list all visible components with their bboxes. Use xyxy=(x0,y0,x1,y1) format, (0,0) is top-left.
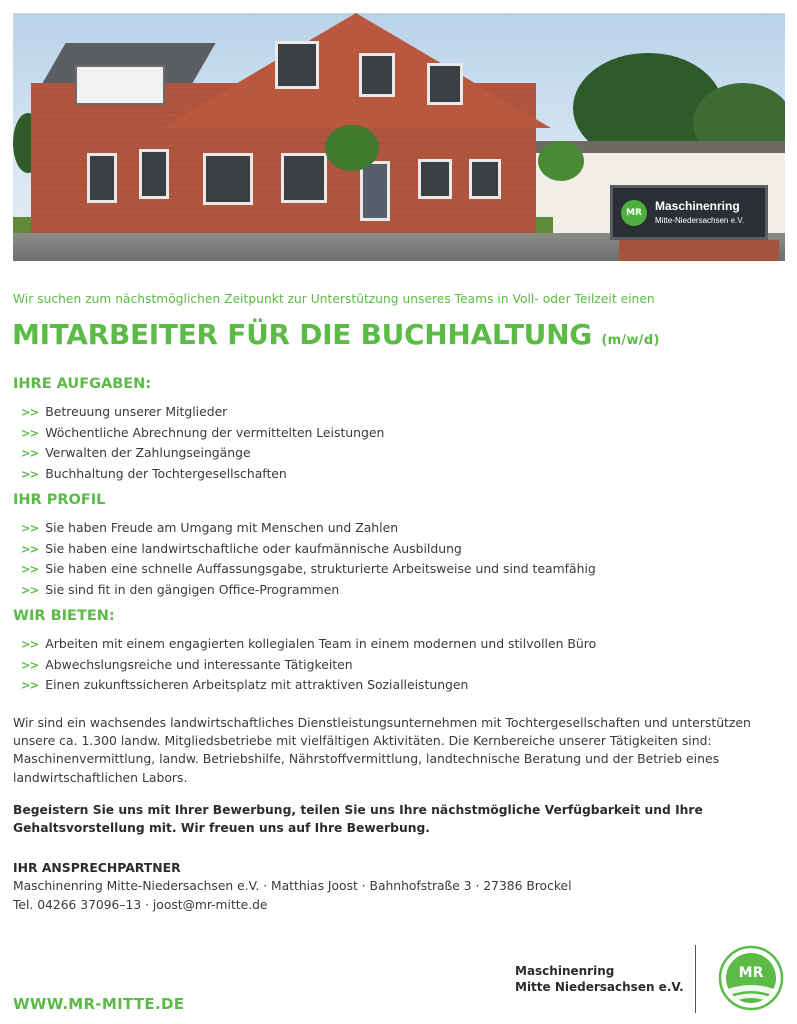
double-chevron-icon: >> xyxy=(21,541,39,556)
list-item: >> Abwechslungsreiche und interessante Tätigkeiten xyxy=(21,656,353,672)
window xyxy=(281,153,327,203)
list-item: >> Einen zukunftssicheren Arbeitsplatz mit attraktiven Sozialleistungen xyxy=(21,677,469,693)
list-item: >> Sie haben eine schnelle Auffassungsgabe, strukturierte Arbeitsweise und sind teamfähig xyxy=(21,561,596,577)
window xyxy=(469,159,501,199)
dormer-windows xyxy=(75,65,165,105)
small-tree xyxy=(538,141,584,181)
double-chevron-icon: >> xyxy=(21,446,39,461)
footer-org-line1: Maschinenring xyxy=(515,964,615,978)
double-chevron-icon: >> xyxy=(21,637,39,651)
contact-phone-email: Tel. 04266 37096–13 · joost@mr-mitte.de xyxy=(13,898,268,912)
list-item: >> Wöchentliche Abrechnung der vermittelten Leistungen xyxy=(21,424,385,440)
list-item: >> Arbeiten mit einem engagierten kollegialen Team in einem modernen und stilvollen Büro xyxy=(21,636,597,651)
list-item: >> Sie haben Freude am Umgang mit Menschen und Zahlen xyxy=(21,520,399,535)
section-heading-offer: WIR BIETEN: xyxy=(13,608,115,624)
small-tree xyxy=(325,125,379,171)
double-chevron-icon: >> xyxy=(21,657,39,672)
window xyxy=(359,53,395,97)
logo-text: MR xyxy=(738,965,764,981)
window xyxy=(427,63,463,105)
window xyxy=(418,159,452,199)
contact-heading: IHR ANSPRECHPARTNER xyxy=(13,860,181,875)
sign-title: Maschinenring xyxy=(655,199,740,213)
company-description: Wir sind ein wachsendes landwirtschaftliches Dienstleistungsunternehmen mit Tochtergesellschaften und unterstützen unsere ca. 1.300 landw. Mitgliedsbetriebe mit vielfältigen Aktivitäten. Die Kernbereiche unserer Tätigkeiten sind: Maschinenvermittlung, landw. Betriebshilfe, Nährstoffvermittlung, landtechnische Beratung und der Betrieb eines landwirtschaftlichen Labors. xyxy=(13,715,751,785)
double-chevron-icon: >> xyxy=(21,582,39,597)
list-item: >> Sie sind fit in den gängigen Office-Programmen xyxy=(21,581,340,597)
sign-base xyxy=(619,240,779,261)
double-chevron-icon: >> xyxy=(21,562,39,577)
double-chevron-icon: >> xyxy=(21,678,39,693)
company-sign xyxy=(610,185,768,240)
double-chevron-icon: >> xyxy=(21,521,39,535)
double-chevron-icon: >> xyxy=(21,405,39,419)
footer-divider xyxy=(695,945,696,1013)
list-item: >> Buchhaltung der Tochtergesellschaften xyxy=(21,465,287,481)
call-to-action: Begeistern Sie uns mit Ihrer Bewerbung, teilen Sie uns Ihre nächstmögliche Verfügbarkeit und Ihre Gehaltsvorstellung mit. Wir freuen uns auf Ihre Bewerbung. xyxy=(13,803,703,836)
double-chevron-icon: >> xyxy=(21,466,39,481)
sign-logo: MR xyxy=(621,200,647,226)
job-title-main: MITARBEITER FÜR DIE BUCHHALTUNG xyxy=(12,318,592,351)
profile-list xyxy=(21,518,596,600)
intro-text: Wir suchen zum nächstmöglichen Zeitpunkt zur Unterstützung unseres Teams in Voll- oder Teilzeit einen xyxy=(13,292,655,306)
section-heading-tasks: IHRE AUFGABEN: xyxy=(13,376,152,392)
footer-organization xyxy=(515,963,684,995)
entrance-door xyxy=(360,161,390,221)
window xyxy=(87,153,117,203)
window xyxy=(203,153,253,205)
contact-address: Maschinenring Mitte-Niedersachsen e.V. · Matthias Joost · Bahnhofstraße 3 · 27386 Brockel xyxy=(13,879,572,893)
section-heading-profile: IHR PROFIL xyxy=(13,492,106,508)
window xyxy=(139,149,169,199)
sign-subtitle: Mitte-Niedersachsen e.V. xyxy=(655,216,745,225)
website-link[interactable]: WWW.MR-MITTE.DE xyxy=(13,995,185,1013)
tasks-list xyxy=(21,402,384,484)
offer-list xyxy=(21,634,596,696)
footer-org-line2: Mitte Niedersachsen e.V. xyxy=(515,980,684,994)
double-chevron-icon: >> xyxy=(21,425,39,440)
job-title-suffix: (m/w/d) xyxy=(601,333,660,348)
mr-logo-icon xyxy=(718,945,784,1011)
list-item: >> Verwalten der Zahlungseingänge xyxy=(21,445,251,461)
list-item: >> Betreuung unserer Mitglieder xyxy=(21,404,228,419)
header-photo xyxy=(13,13,785,261)
list-item: >> Sie haben eine landwirtschaftliche oder kaufmännische Ausbildung xyxy=(21,540,462,556)
job-title xyxy=(12,318,660,351)
window xyxy=(275,41,319,89)
